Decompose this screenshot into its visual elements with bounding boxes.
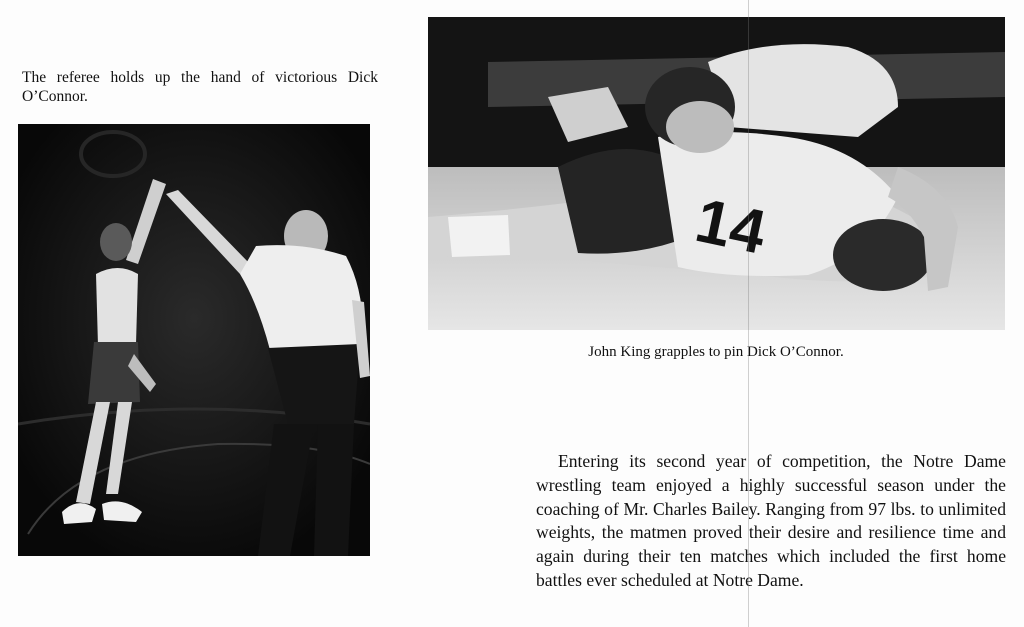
left-photo-caption: The referee holds up the hand of victorious Dick O’Connor. — [22, 69, 378, 105]
page-fold-line — [748, 0, 749, 627]
referee-raising-hand-photo — [18, 124, 370, 556]
article-body — [536, 450, 1006, 593]
wrestlers-grappling-photo — [428, 17, 1005, 330]
right-photo-caption: John King grapples to pin Dick O’Connor. — [588, 344, 844, 360]
jersey-number: 14 — [689, 185, 772, 268]
article-paragraph: Entering its second year of competition, the Notre Dame wrestling team enjoyed a highly successful season under the coaching of Mr. Charles Bailey. Ranging from 97 lbs. to unlimited weights, the matmen proved their desire and resilience time and again during their ten matches which included the first home battles ever scheduled at Notre Dame. — [536, 451, 1006, 590]
